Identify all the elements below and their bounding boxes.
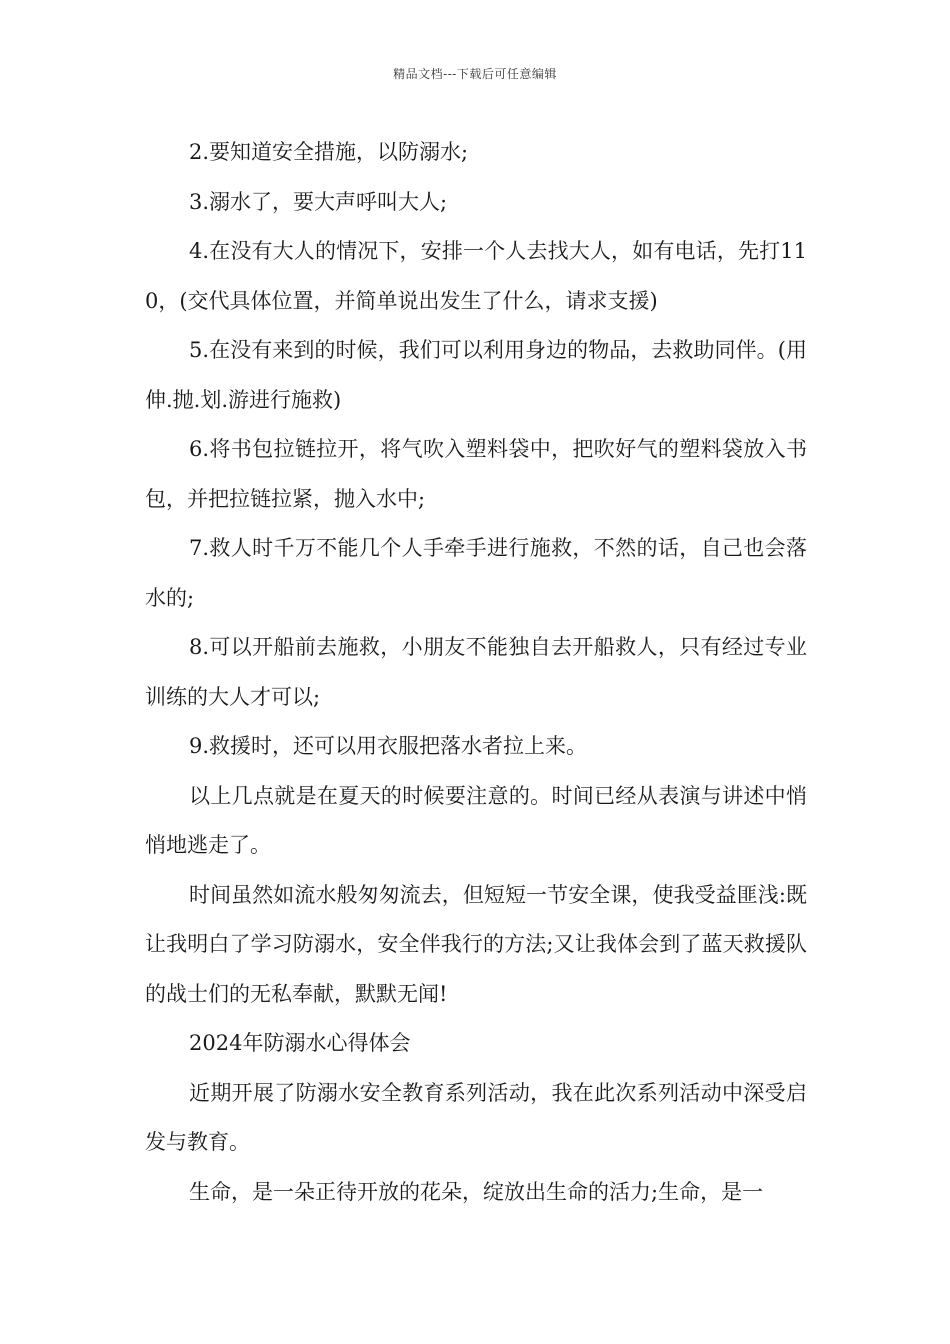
document-body — [145, 128, 807, 1217]
page-header: 精品文档---下载后可任意编辑 — [393, 67, 557, 81]
paragraph-item-2: 2.要知道安全措施，以防溺水; — [189, 140, 469, 164]
paragraph-item-9: 9.救援时，还可以用衣服把落水者拉上来。 — [189, 734, 588, 758]
paragraph-item-5: 5.在没有来到的时候，我们可以利用身边的物品，去救助同伴。(用伸.抛.划.游进行施救) — [145, 338, 807, 412]
paragraph-item-7: 7.救人时千万不能几个人手牵手进行施救，不然的话，自己也会落水的; — [145, 536, 807, 610]
paragraph-item-6: 6.将书包拉链拉开，将气吹入塑料袋中，把吹好气的塑料袋放入书包，并把拉链拉紧，抛入水中; — [145, 437, 807, 511]
paragraph-item-4: 4.在没有大人的情况下，安排一个人去找大人，如有电话，先打110，(交代具体位置，并简单说出发生了什么，请求支援) — [145, 239, 807, 313]
paragraph-item-8: 8.可以开船前去施救，小朋友不能独自去开船救人，只有经过专业训练的大人才可以; — [145, 635, 807, 709]
section-title: 2024年防溺水心得体会 — [189, 1031, 411, 1055]
paragraph-summary: 以上几点就是在夏天的时候要注意的。时间已经从表演与讲述中悄悄地逃走了。 — [145, 783, 807, 857]
paragraph-intro: 近期开展了防溺水安全教育系列活动，我在此次系列活动中深受启发与教育。 — [145, 1080, 807, 1154]
paragraph-life: 生命，是一朵正待开放的花朵，绽放出生命的活力;生命，是一 — [189, 1179, 764, 1204]
paragraph-item-3: 3.溺水了，要大声呼叫大人; — [189, 189, 448, 214]
paragraph-reflection: 时间虽然如流水般匆匆流去，但短短一节安全课，使我受益匪浅:既让我明白了学习防溺水，安全伴我行的方法;又让我体会到了蓝天救援队的战士们的无私奉献，默默无闻! — [145, 882, 807, 1006]
